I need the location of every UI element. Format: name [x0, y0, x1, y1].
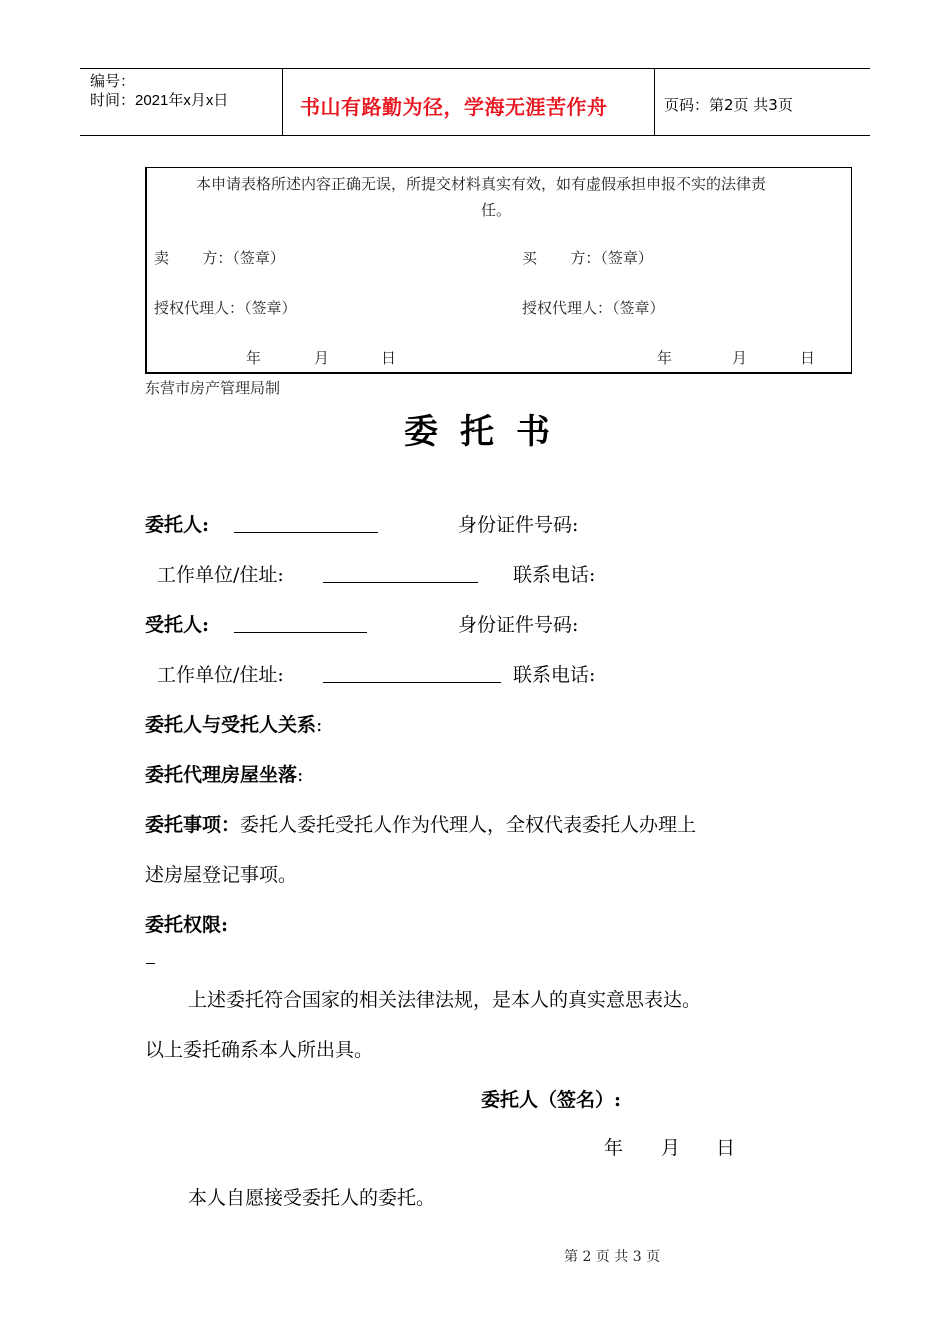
- property-label: 委托代理房屋坐落: [145, 764, 298, 786]
- agent-label: 受托人:: [145, 614, 210, 636]
- principal-name-blank: [234, 512, 378, 533]
- principal-workplace-label: 工作单位/住址:: [157, 564, 284, 586]
- buyer-signature-label: 买 方：（签章）: [522, 249, 653, 267]
- header-time-label: 时间：2021年x月x日: [90, 92, 229, 109]
- relation-colon: :: [316, 714, 323, 736]
- principal-workplace-blank: [323, 562, 478, 583]
- seller-date-month: 月: [314, 349, 330, 367]
- page-footer: 第 2 页 共 3 页: [564, 1249, 661, 1265]
- issuer-note: 东营市房产管理局制: [145, 379, 281, 397]
- declaration-statement-line1: 本申请表格所述内容正确无误，所提交材料真实有效，如有虚假承担申报不实的法律责: [196, 175, 767, 193]
- seller-agent-signature-label: 授权代理人：（签章）: [154, 299, 297, 317]
- document-title: 委托书: [404, 412, 572, 452]
- relation-label: 委托人与受托人关系: [145, 714, 317, 736]
- seller-date-day: 日: [381, 349, 397, 367]
- header-motto: 书山有路勤为径，学海无涯苦作舟: [300, 95, 608, 119]
- agent-workplace-blank: [323, 662, 501, 683]
- buyer-agent-signature-label: 授权代理人：（签章）: [522, 299, 665, 317]
- buyer-date-year: 年: [657, 349, 673, 367]
- matter-text-line1: 委托人委托受托人作为代理人，全权代表委托人办理上: [240, 814, 697, 836]
- property-colon: :: [297, 764, 304, 786]
- agent-name-blank: [234, 612, 367, 633]
- property-line: [145, 760, 303, 787]
- header-top-rule: [80, 68, 870, 69]
- legal-statement: 上述委托符合国家的相关法律法规，是本人的真实意思表达。: [188, 989, 702, 1011]
- header-bottom-rule: [80, 135, 870, 136]
- buyer-date-day: 日: [800, 349, 816, 367]
- buyer-date-month: 月: [732, 349, 748, 367]
- agent-workplace-label: 工作单位/住址:: [157, 664, 284, 686]
- agent-phone-label: 联系电话:: [513, 664, 596, 686]
- principal-id-label: 身份证件号码:: [458, 514, 579, 536]
- principal-label: 委托人:: [145, 514, 210, 536]
- seller-date-year: 年: [246, 349, 262, 367]
- signature-date-year: 年: [604, 1137, 624, 1159]
- principal-phone-label: 联系电话:: [513, 564, 596, 586]
- stray-mark: [146, 963, 155, 964]
- matter-text-line2: 述房屋登记事项。: [145, 864, 298, 886]
- agent-id-label: 身份证件号码:: [458, 614, 579, 636]
- header-divider-right: [654, 68, 655, 136]
- declaration-statement-line2: 任。: [481, 201, 512, 219]
- acceptance-statement: 本人自愿接受委托人的委托。: [188, 1187, 436, 1209]
- header-page-info: 页码：第2页 共3页: [664, 96, 793, 114]
- signature-date-month: 月: [661, 1137, 681, 1159]
- relation-line: [145, 710, 322, 737]
- authority-label: 委托权限:: [145, 914, 229, 936]
- signature-label: 委托人（签名）:: [481, 1089, 622, 1111]
- header-divider-left: [282, 68, 283, 136]
- matter-label: 委托事项：: [145, 814, 241, 836]
- header-serial-label: 编号：: [90, 73, 136, 90]
- signature-date-day: 日: [716, 1137, 736, 1159]
- seller-signature-label: 卖 方：（签章）: [154, 249, 285, 267]
- matter-line1: [145, 810, 696, 837]
- confirm-statement: 以上委托确系本人所出具。: [145, 1039, 374, 1061]
